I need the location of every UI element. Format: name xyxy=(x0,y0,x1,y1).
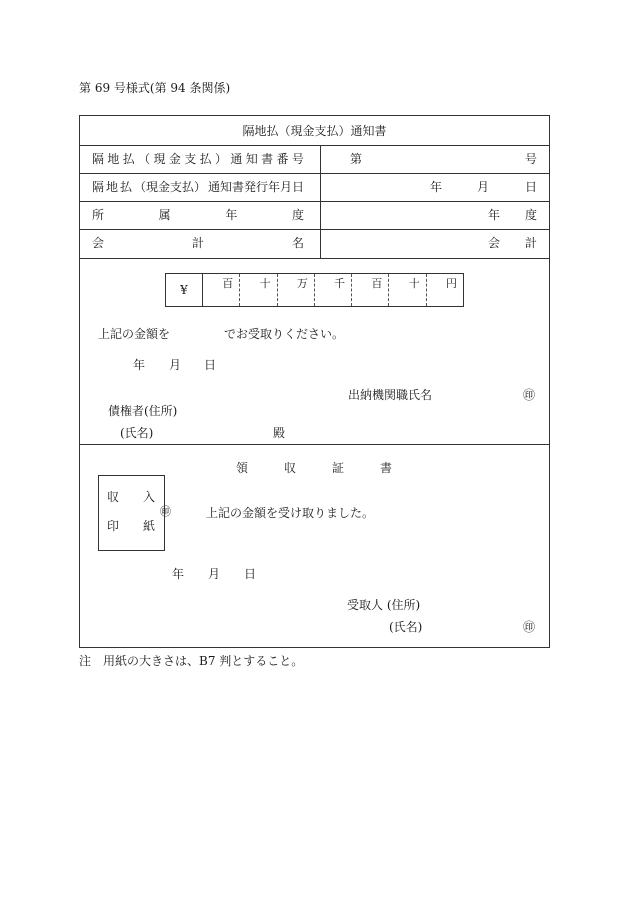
form-title: 隔地払（現金支払）通知書 xyxy=(242,124,387,138)
divider xyxy=(80,258,549,259)
label-account-name: 会 計 名 xyxy=(92,236,304,250)
fiscal-year-char2: 度 xyxy=(525,208,538,222)
notice-text-2: でお受取りください。 xyxy=(224,327,345,341)
receipt-text: 上記の金額を受け取りました。 xyxy=(206,506,375,520)
amount-cell: 百 xyxy=(203,274,240,306)
issue-year: 年 xyxy=(430,180,443,194)
amount-cell: 十 xyxy=(240,274,277,306)
officer-label: 出納機関職氏名 xyxy=(348,388,433,402)
divider xyxy=(80,173,549,174)
receipt-title-1: 領 xyxy=(236,461,249,475)
notice-number-prefix: 第 xyxy=(350,152,363,166)
revenue-stamp-box xyxy=(98,475,165,551)
issue-day: 日 xyxy=(525,180,538,194)
divider xyxy=(80,444,549,445)
recipient-name-label: (氏名) xyxy=(389,620,423,634)
date-day: 日 xyxy=(204,358,217,372)
stamp-char: 印 xyxy=(107,519,120,533)
receipt-title-4: 書 xyxy=(380,461,393,475)
stamp-char: 紙 xyxy=(143,519,156,533)
creditor-address-label: 債権者(住所) xyxy=(108,404,178,418)
creditor-name-label: (氏名) xyxy=(120,426,154,440)
officer-seal: ㊞ xyxy=(523,388,536,402)
divider xyxy=(80,145,549,146)
issue-month: 月 xyxy=(477,180,490,194)
amount-cell: 万 xyxy=(278,274,315,306)
column-divider xyxy=(320,145,321,259)
honorific: 殿 xyxy=(273,426,286,440)
receipt-title-3: 証 xyxy=(332,461,345,475)
receipt-year: 年 xyxy=(172,567,185,581)
amount-cell: 円 xyxy=(445,277,457,290)
receipt-title-2: 収 xyxy=(284,461,297,475)
divider xyxy=(80,229,549,230)
stamp-char: 収 xyxy=(107,490,120,504)
account-char1: 会 xyxy=(488,236,501,250)
receipt-month: 月 xyxy=(208,567,221,581)
amount-cell: 百 xyxy=(352,274,389,306)
account-char2: 計 xyxy=(525,236,538,250)
fiscal-year-char1: 年 xyxy=(488,208,501,222)
label-fiscal-year: 所 属 年 度 xyxy=(92,208,304,222)
recipient-seal: ㊞ xyxy=(523,620,536,634)
date-month: 月 xyxy=(169,358,182,372)
notice-number-suffix: 号 xyxy=(525,152,538,166)
notice-text: 上記の金額を xyxy=(98,327,171,341)
amount-box xyxy=(165,273,464,307)
amount-cell: 十 xyxy=(389,274,426,306)
label-issue-date: 隔 地 払 （現金支払） 通知書発行年月日 xyxy=(92,180,304,194)
notice-form xyxy=(79,115,550,648)
stamp-char: 入 xyxy=(143,490,156,504)
footnote: 注 用紙の大きさは、B7 判とすること。 xyxy=(79,654,304,668)
stamp-seal: ㊞ xyxy=(160,505,171,518)
label-notice-number: 隔 地 払 （ 現 金 支 払 ） 通 知 書 番 号 xyxy=(92,152,304,166)
divider xyxy=(80,201,549,202)
amount-cell: 千 xyxy=(315,274,352,306)
recipient-address-label: 受取人 (住所) xyxy=(347,598,421,612)
date-year: 年 xyxy=(133,358,146,372)
form-number: 第 69 号様式(第 94 条関係) xyxy=(79,81,231,95)
receipt-day: 日 xyxy=(244,567,257,581)
yen-symbol: ¥ xyxy=(166,274,203,306)
